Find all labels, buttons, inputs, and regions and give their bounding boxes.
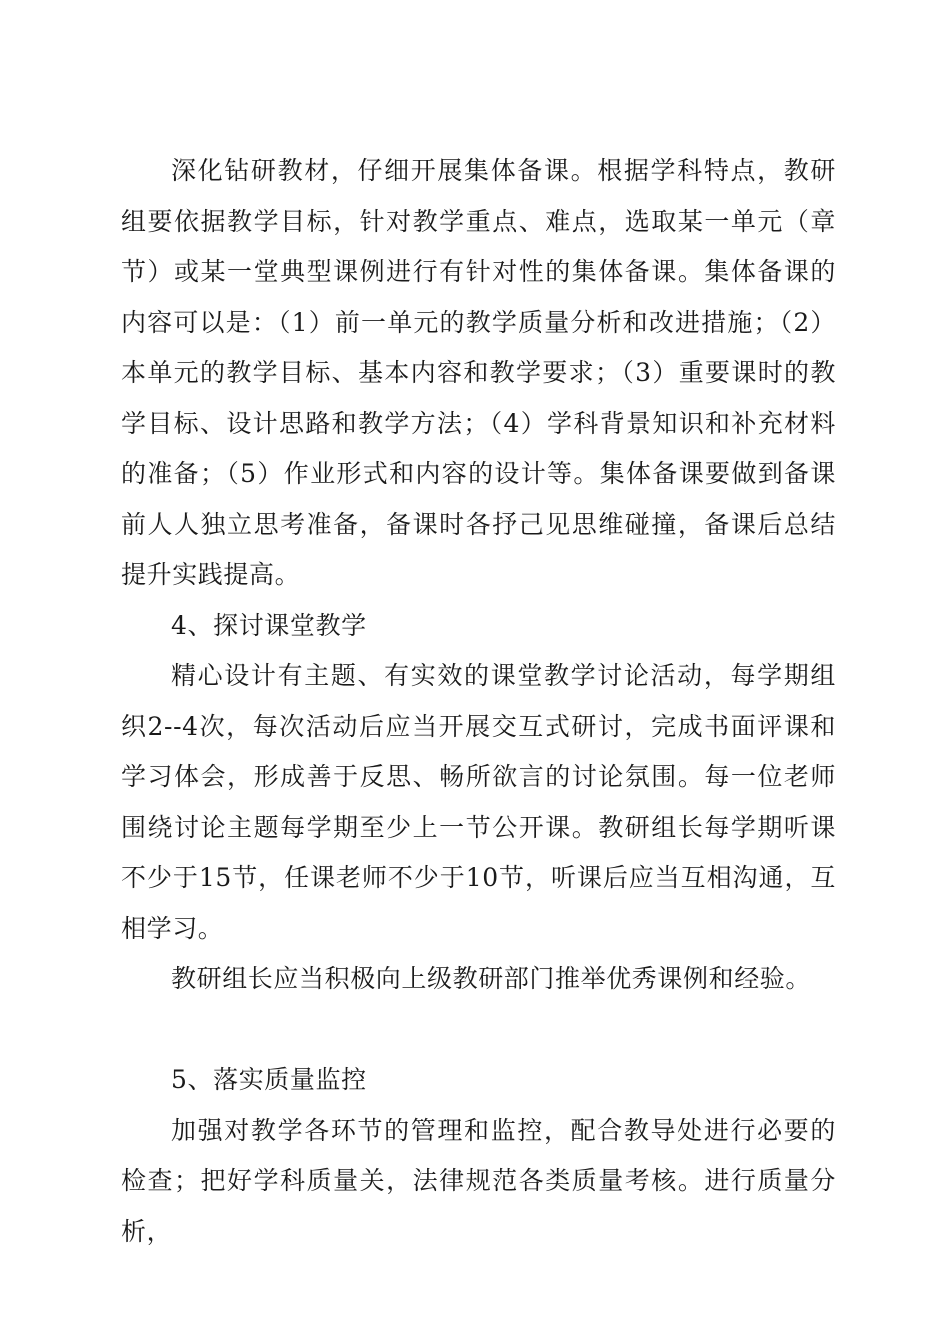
paragraph-quality-control: 加强对教学各环节的管理和监控，配合教导处进行必要的检查；把好学科质量关，法律规范各类质量考核。进行质量分析，	[121, 1115, 836, 1246]
section-heading-4: 4、探讨课堂教学	[171, 610, 367, 640]
paragraph-recommend-cases: 教研组长应当积极向上级教研部门推举优秀课例和经验。	[171, 964, 812, 993]
document-body	[121, 146, 836, 1257]
section-heading-5: 5、落实质量监控	[171, 1065, 367, 1094]
paragraph-classroom-teaching: 精心设计有主题、有实效的课堂教学讨论活动，每学期组织2--4次，每次活动后应当开展交互式研讨，完成书面评课和学习体会，形成善于反思、畅所欲言的讨论氛围。每一位老师围绕讨论主题每学期至少上一节公开课。教研组长每学期听课不少于15节，任课老师不少于10节，听课后应当互相沟通，互相学习。	[121, 661, 836, 943]
blank-line	[121, 1005, 836, 1056]
paragraph-collective-lesson-prep: 深化钻研教材，仔细开展集体备课。根据学科特点，教研组要依据教学目标，针对教学重点、难点，选取某一单元（章节）或某一堂典型课例进行有针对性的集体备课。集体备课的内容可以是：（1）前一单元的教学质量分析和改进措施；（2）本单元的教学目标、基本内容和教学要求；（3）重要课时的教学目标、设计思路和教学方法；（4）学科背景知识和补充材料的准备；（5）作业形式和内容的设计等。集体备课要做到备课前人人独立思考准备，备课时各抒己见思维碰撞，备课后总结提升实践提高。	[121, 156, 836, 589]
